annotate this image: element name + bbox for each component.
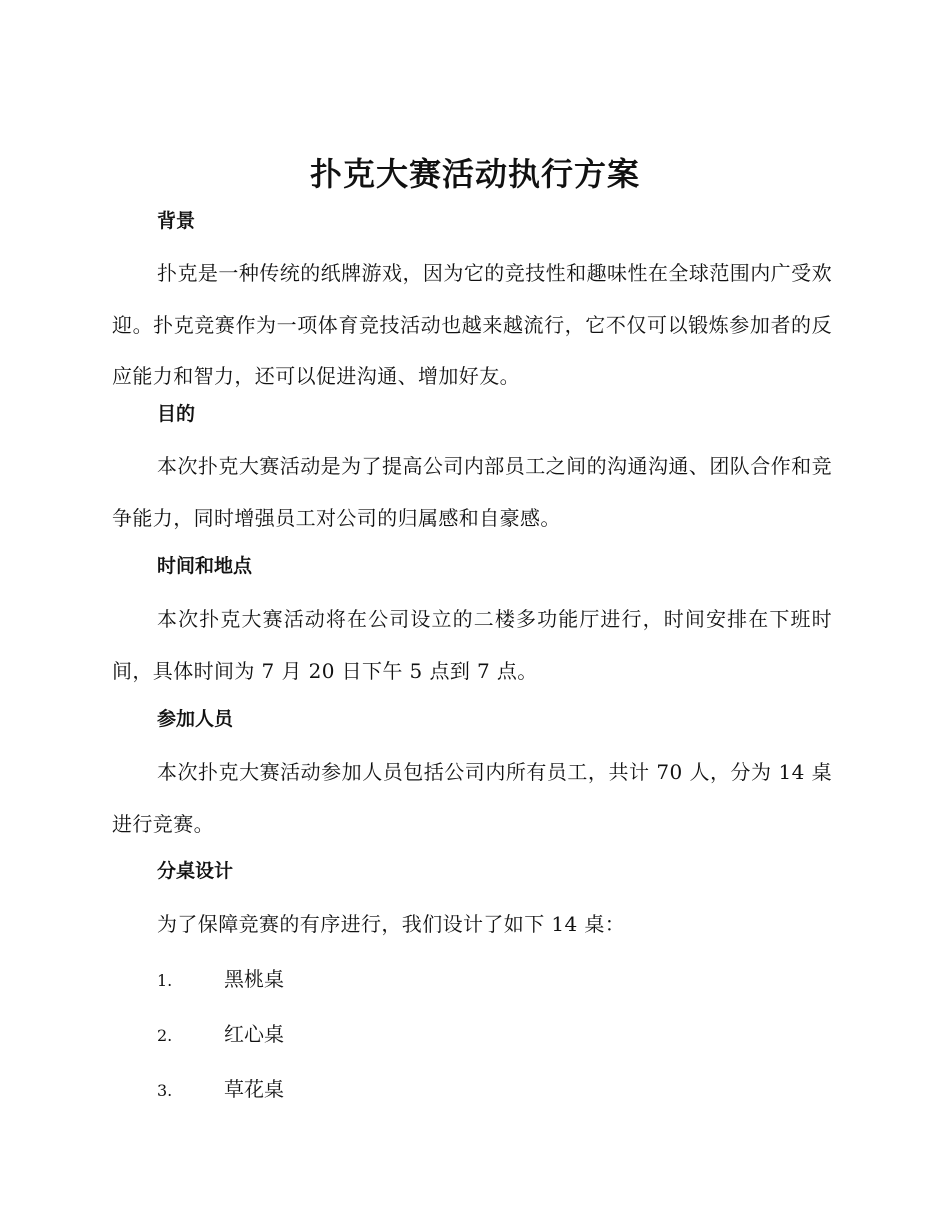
section-heading-purpose: 目的 <box>157 403 196 425</box>
list-item-number: 1. <box>157 971 173 990</box>
list-item-number: 2. <box>157 1026 173 1045</box>
list-item-text: 草花桌 <box>224 1077 284 1101</box>
section-heading-background: 背景 <box>157 210 196 232</box>
section-paragraph-background: 扑克是一种传统的纸牌游戏，因为它的竞技性和趣味性在全球范围内广受欢迎。扑克竞赛作为一项体育竞技活动也越来越流行，它不仅可以锻炼参加者的反应能力和智力，还可以促进沟通、增加好友。 <box>112 261 832 388</box>
section-heading-table-design: 分桌设计 <box>157 860 234 882</box>
section-paragraph-table-design: 为了保障竞赛的有序进行，我们设计了如下 14 桌： <box>157 912 626 936</box>
section-paragraph-participants: 本次扑克大赛活动参加人员包括公司内所有员工，共计 70 人，分为 14 桌进行竞赛。 <box>112 760 832 836</box>
section-paragraph-time-place: 本次扑克大赛活动将在公司设立的二楼多功能厅进行，时间安排在下班时间，具体时间为 7 月 20 日下午 5 点到 7 点。 <box>112 607 832 683</box>
list-item-text: 红心桌 <box>224 1022 284 1046</box>
list-item <box>157 964 284 996</box>
section-paragraph-purpose: 本次扑克大赛活动是为了提高公司内部员工之间的沟通沟通、团队合作和竞争能力，同时增强员工对公司的归属感和自豪感。 <box>112 454 832 530</box>
document-title: 扑克大赛活动执行方案 <box>309 155 640 193</box>
list-item <box>157 1074 284 1106</box>
list-item-text: 黑桃桌 <box>224 967 284 991</box>
section-heading-participants: 参加人员 <box>157 708 234 730</box>
list-item-number: 3. <box>157 1081 173 1100</box>
list-item <box>157 1019 284 1051</box>
section-heading-time-place: 时间和地点 <box>157 555 253 577</box>
